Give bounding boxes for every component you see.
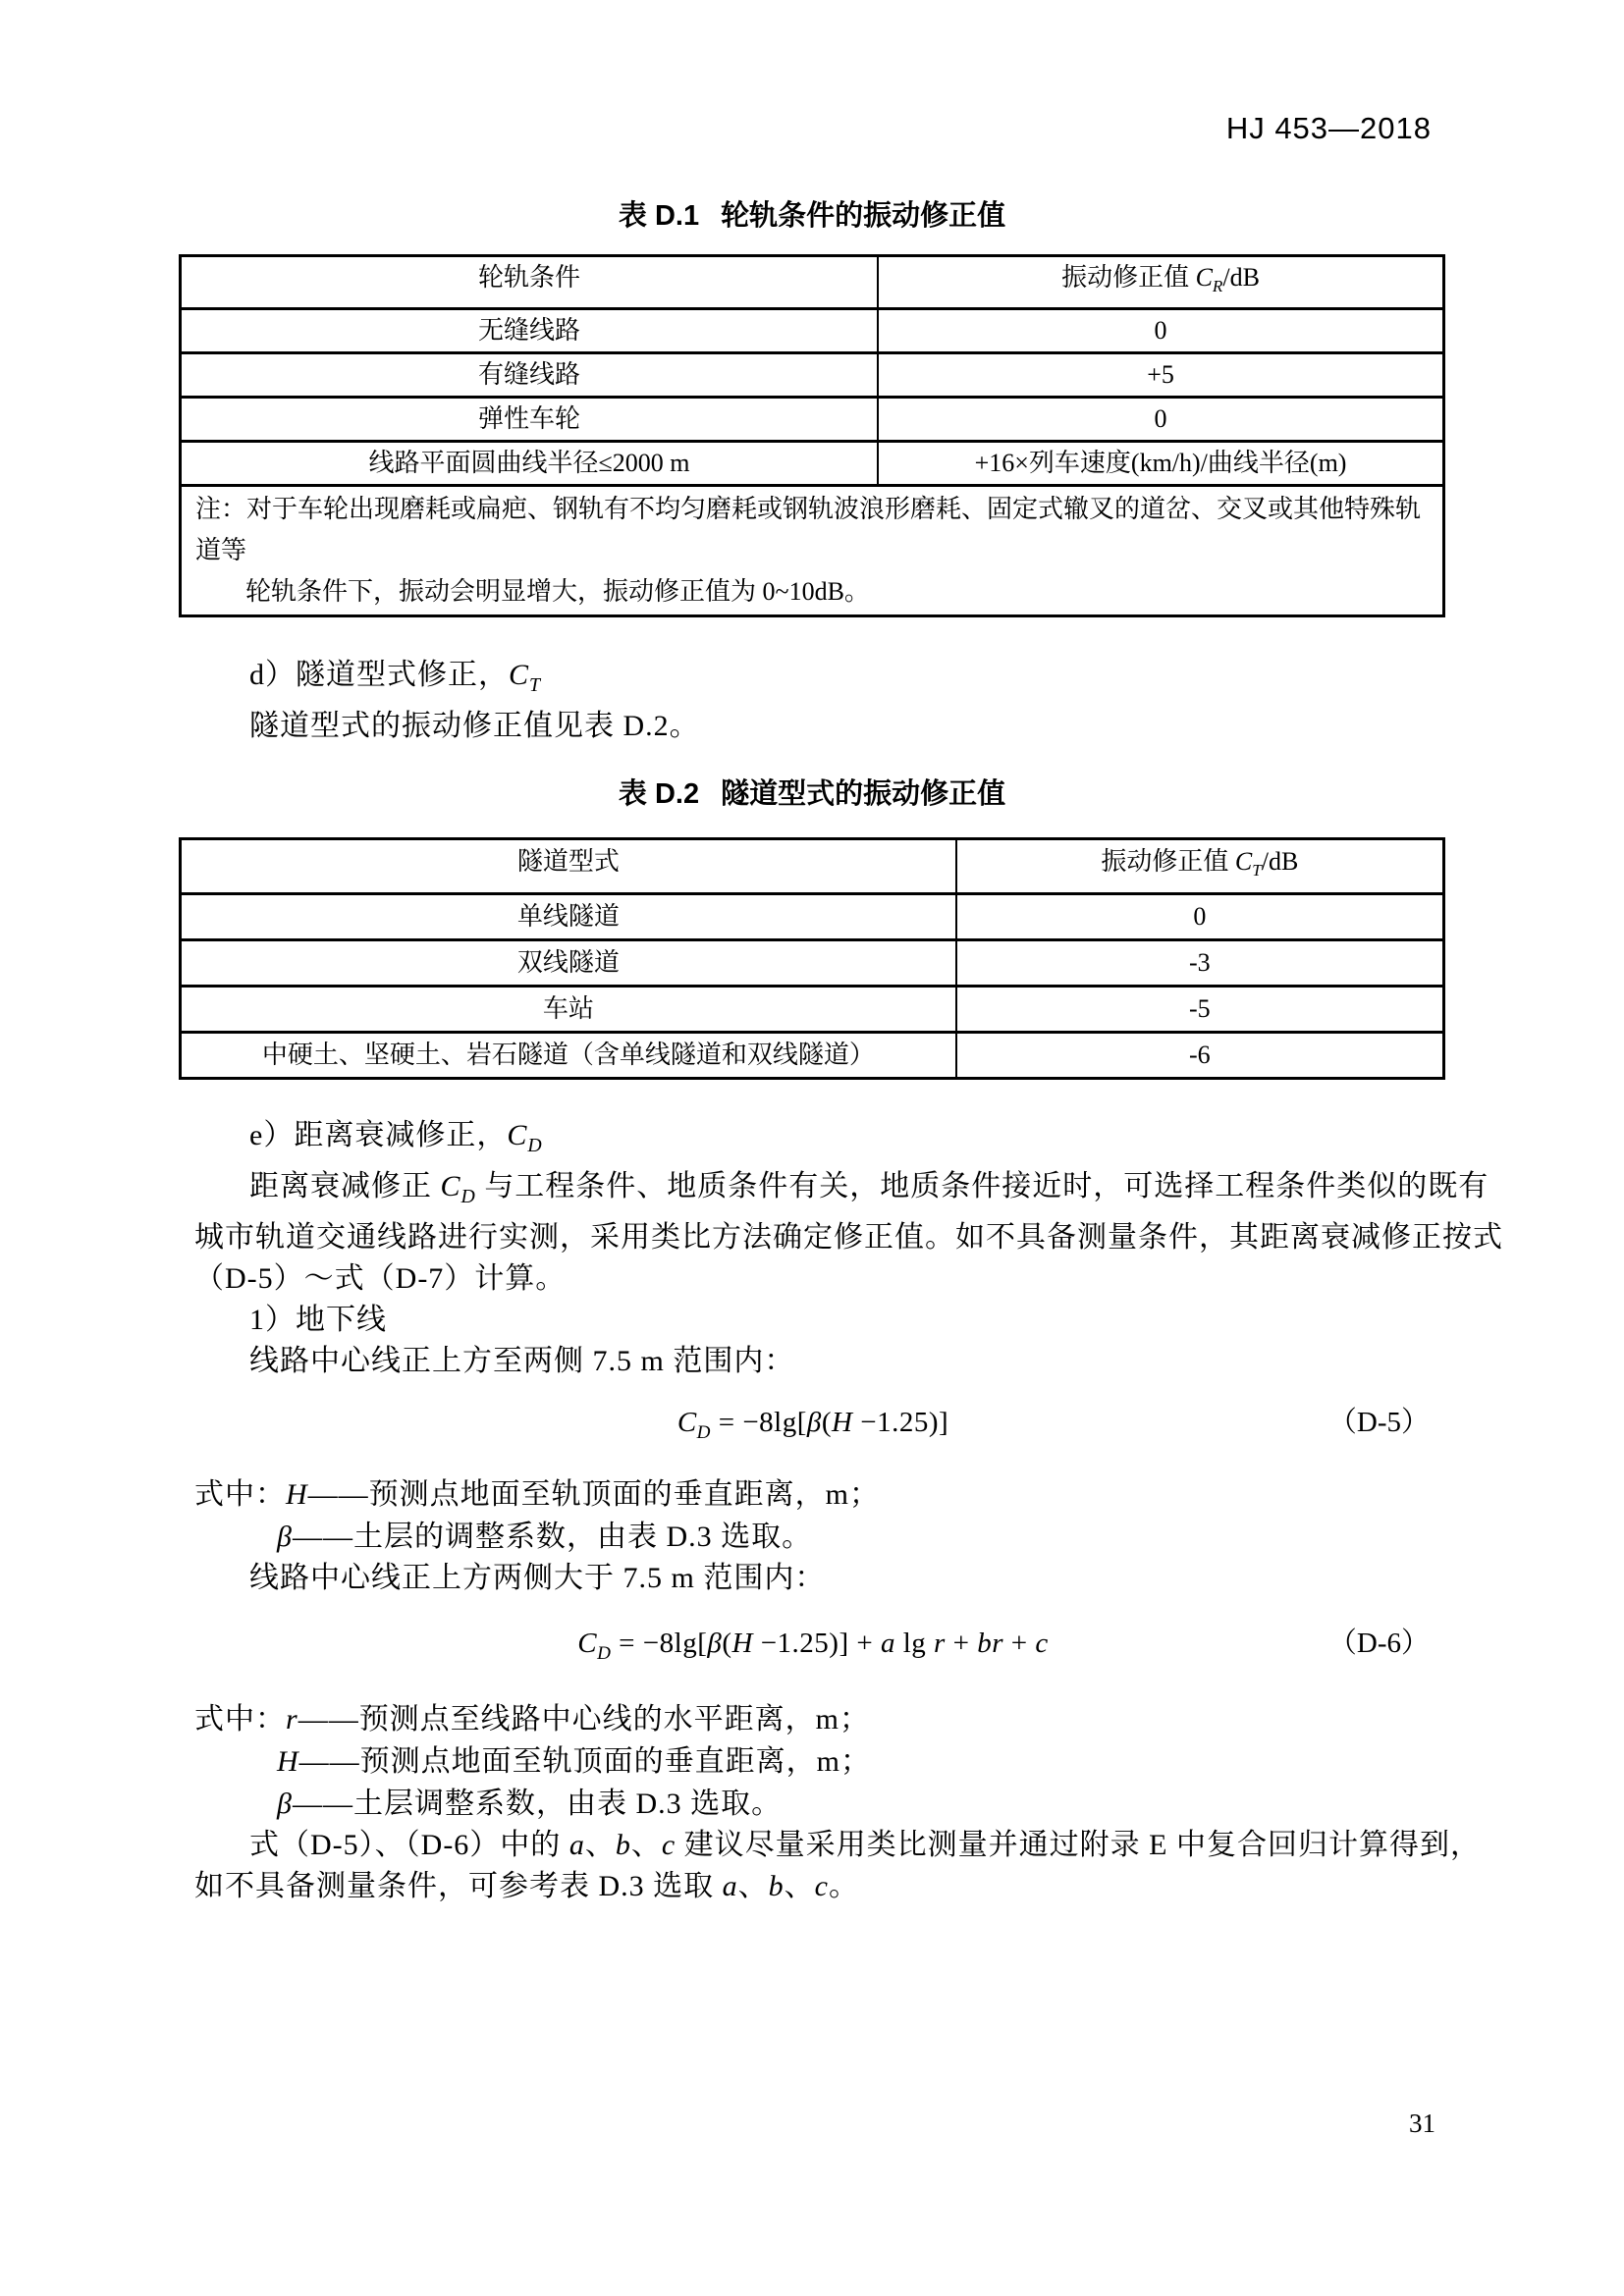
definition-H-d5: 式中：H——预测点地面至轨顶面的垂直距离，m； xyxy=(194,1478,881,1512)
table-row xyxy=(182,1031,1442,1077)
page-number: 31 xyxy=(1409,2109,1435,2138)
cell-value: -5 xyxy=(1188,994,1211,1024)
table-d1-col2-header: 振动修正值 $C_R/dB$ xyxy=(1061,263,1260,296)
cell-condition: 无缝线路 xyxy=(182,310,879,351)
range-statement-2: 线路中心线正上方两侧大于 7.5 m 范围内： xyxy=(249,1562,826,1595)
cell-tunnel-type: 中硬土、坚硬土、岩石隧道（含单线隧道和双线隧道） xyxy=(182,1034,957,1077)
definition-beta-d6: β——土层调整系数，由表 D.3 选取。 xyxy=(277,1787,783,1820)
section-d xyxy=(194,655,1432,747)
section-e-heading: e）距离衰减修正，$C_D$ xyxy=(249,1119,543,1157)
note-line-1: 注：对于车轮出现磨耗或扁疤、钢轨有不均匀磨耗或钢轨波浪形磨耗、固定式辙叉的道岔、交叉或其他特殊轨道等 xyxy=(195,495,1422,565)
table-row xyxy=(182,351,1442,396)
cell-condition: 弹性车轮 xyxy=(182,399,879,440)
note-line-2: 轮轨条件下，振动会明显增大，振动修正值为 0~10dB。 xyxy=(245,577,870,607)
cell-tunnel-type: 车站 xyxy=(182,988,957,1031)
cell-value: +16×列车速度(km/h)/曲线半径(m) xyxy=(974,449,1347,478)
table-d1-title-text: 轮轨条件的振动修正值 xyxy=(721,200,1006,232)
closing-line-2: 如不具备测量条件，可参考表 D.3 选取 a、b、c。 xyxy=(194,1869,859,1902)
definition-H-d6: H——预测点地面至轨顶面的垂直距离，m； xyxy=(277,1744,872,1778)
page-content xyxy=(179,0,1503,1907)
table-d1-title xyxy=(179,198,1445,234)
section-d-heading: d）隧道型式修正，$C_T$ xyxy=(249,659,542,697)
section-e-para-line3: （D-5）～式（D-7）计算。 xyxy=(194,1262,567,1296)
table-d2-col1-header: 隧道型式 xyxy=(182,840,957,892)
table-row xyxy=(182,440,1442,484)
cell-value: 0 xyxy=(1154,316,1167,346)
section-d-body: 隧道型式的振动修正值见表 D.2。 xyxy=(249,710,700,743)
cell-condition: 有缝线路 xyxy=(182,354,879,396)
table-row xyxy=(182,307,1442,351)
section-e xyxy=(194,1115,1503,1907)
cell-value: -6 xyxy=(1188,1041,1211,1070)
table-d2-header-row xyxy=(182,840,1442,892)
cell-value: 0 xyxy=(1193,902,1207,932)
table-row xyxy=(182,938,1442,985)
definition-r-d6: 式中：r——预测点至线路中心线的水平距离，m； xyxy=(194,1702,871,1735)
table-d2 xyxy=(179,837,1445,1080)
formula-d6-expression: $C_D = -8\lg[\beta(H -1.25)] + a$ lg r + br + c xyxy=(577,1628,1049,1664)
formula-d6 xyxy=(194,1622,1432,1676)
section-e-sub-heading: 1）地下线 xyxy=(249,1304,387,1337)
formula-d5-label: （D-5） xyxy=(1327,1407,1430,1439)
formula-d5 xyxy=(194,1401,1432,1455)
closing-line-1: 式（D-5）、（D-6）中的 a、b、c 建议尽量采用类比测量并通过附录 E 中复合回归计算得到， xyxy=(249,1828,1481,1861)
table-d2-title-text: 隧道型式的振动修正值 xyxy=(721,778,1006,811)
table-row xyxy=(182,892,1442,938)
table-d1-header-row xyxy=(182,257,1442,307)
cell-tunnel-type: 单线隧道 xyxy=(182,895,957,938)
table-d2-title xyxy=(179,776,1445,812)
cell-value: +5 xyxy=(1147,360,1174,390)
table-row xyxy=(182,985,1442,1031)
formula-d6-label: （D-6） xyxy=(1327,1628,1430,1660)
cell-condition: 线路平面圆曲线半径≤2000 m xyxy=(182,443,879,484)
formula-d5-expression: $C_D = -8\lg[\beta(H -1.25)]$ xyxy=(677,1407,949,1444)
standard-code-header: HJ 453—2018 xyxy=(1225,111,1432,145)
section-e-para-line1: 距离衰减修正 $C_D$ 与工程条件、地质条件有关，地质条件接近时，可选择工程条件类似的既有 xyxy=(249,1170,1489,1208)
table-d1-col1-header: 轮轨条件 xyxy=(182,257,879,307)
section-e-para-line2: 城市轨道交通线路进行实测，采用类比方法确定修正值。如不具备测量条件，其距离衰减修正按式 xyxy=(194,1221,1503,1255)
table-d1 xyxy=(179,254,1445,617)
table-d2-col2-header: 振动修正值 $C_T/dB$ xyxy=(1101,847,1299,881)
cell-value: -3 xyxy=(1188,948,1211,978)
table-d2-title-label: 表 D.2 xyxy=(618,778,700,811)
range-statement-1: 线路中心线正上方至两侧 7.5 m 范围内： xyxy=(249,1345,795,1378)
cell-value: 0 xyxy=(1154,404,1167,434)
definition-beta-d5: β——土层的调整系数，由表 D.3 选取。 xyxy=(277,1521,813,1554)
cell-tunnel-type: 双线隧道 xyxy=(182,941,957,985)
table-row xyxy=(182,396,1442,440)
table-d1-title-label: 表 D.1 xyxy=(618,200,700,232)
table-d1-note xyxy=(182,484,1442,614)
